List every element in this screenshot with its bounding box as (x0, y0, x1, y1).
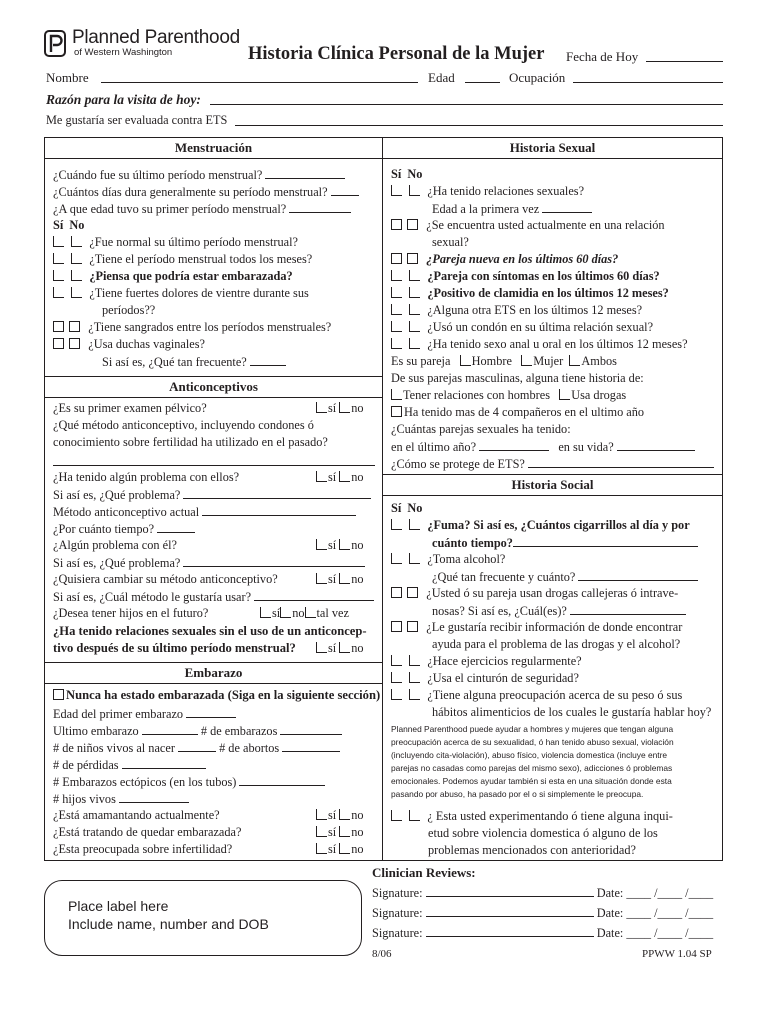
sex-q7: ¿Usó un condón en su última relación sexual? (427, 320, 654, 334)
sex-q6-no-checkbox[interactable] (409, 304, 420, 315)
soc-q2-no-checkbox[interactable] (409, 553, 420, 564)
social-heading: Historia Social (383, 474, 722, 496)
partner-both-label: Ambos (581, 354, 617, 368)
soc-q7-cont: hábitos alimenticios de los cuales le gustaría hablar hoy? (432, 705, 712, 719)
occupation-label: Ocupación (509, 70, 566, 85)
visit-reason-label: Razón para la visita de hoy: (46, 92, 201, 107)
contra-q9-yes-label: sí (328, 572, 337, 586)
contra-q3-no-label: no (351, 470, 364, 484)
soc-q3-yes-checkbox[interactable] (391, 587, 402, 598)
anticonceptivos-heading: Anticonceptivos (45, 376, 382, 398)
menstr-q7-yes-checkbox[interactable] (53, 287, 64, 298)
soc-q1: ¿Fuma? Si así es, ¿Cuántos cigarrillos al día y por (427, 518, 690, 532)
male-men-checkbox[interactable] (391, 389, 402, 400)
soc-q8-no-checkbox[interactable] (409, 810, 420, 821)
sex-q6-yes-checkbox[interactable] (391, 304, 402, 315)
sex-no-header: No (407, 167, 423, 181)
preg-never: Nunca ha estado embarazada (Siga en la siguiente sección) (66, 688, 381, 702)
preg-q6-field[interactable] (122, 757, 206, 769)
male-drugs-label: Usa drogas (571, 388, 627, 402)
preg-q10: ¿Está tratando de quedar embarazada? (53, 825, 242, 839)
contra-q1-no-label: no (351, 401, 364, 415)
contra-q2-field[interactable] (53, 465, 375, 466)
menstr-q7: ¿Tiene fuertes dolores de vientre durante sus (89, 286, 309, 300)
sexual-heading: Historia Sexual (383, 138, 722, 159)
preg-q2: Ultimo embarazo (53, 724, 139, 738)
contra-q10-field[interactable] (254, 589, 374, 601)
signature-label: Signature: (372, 886, 423, 900)
soc-note-line: Planned Parenthood puede ayudar a hombres y mujeres que tengan alguna (391, 724, 674, 734)
preg-q11-yes-checkbox[interactable] (316, 843, 327, 854)
clinician-reviews: Clinician Reviews: (372, 865, 476, 880)
age-field[interactable] (465, 82, 500, 83)
org-name: Planned Parenthood (72, 27, 240, 48)
sex-q5-yes-checkbox[interactable] (391, 287, 402, 298)
preg-q1-field[interactable] (186, 706, 236, 718)
sex-protect: ¿Cómo se protege de ETS? (391, 457, 525, 471)
soc-q2-yes-checkbox[interactable] (391, 553, 402, 564)
preg-q4-field[interactable] (178, 740, 216, 752)
menstr-q7-cont: períodos?? (102, 303, 156, 317)
soc-note-line: (incluyendo cita-violación), abuso físico, violencia domestica (incluye entre (391, 750, 668, 760)
signature-date-field[interactable]: ____ /____ /____ (626, 926, 714, 940)
soc-note-line: pasando por abuso, ha pasado por el o si simplemente le preocupa. (391, 789, 644, 799)
sti-field[interactable] (235, 125, 723, 126)
sex-count-q: ¿Cuántas parejas sexuales ha tenido: (391, 422, 571, 436)
signature-date-field[interactable]: ____ /____ /____ (626, 886, 714, 900)
signature-date-label: Date: (596, 886, 624, 900)
sex-q2: ¿Se encuentra usted actualmente en una relación (426, 218, 665, 232)
menstr-q9-yes-checkbox[interactable] (53, 338, 64, 349)
contra-q11-maybe-checkbox[interactable] (305, 607, 316, 618)
soc-q4-no-checkbox[interactable] (407, 621, 418, 632)
sti-label: Me gustaría ser evaluada contra ETS (46, 113, 228, 127)
contra-q7: ¿Algún problema con él? (53, 538, 177, 552)
signature-field[interactable] (426, 885, 594, 897)
contra-q9-no-checkbox[interactable] (339, 573, 350, 584)
visit-reason-field[interactable] (210, 104, 723, 105)
soc-note-line: preocupación acerca de su sexualidad, ó han tenido abuso sexual, violación (391, 737, 674, 747)
contra-q12-yes-checkbox[interactable] (316, 642, 327, 653)
soc-q8-yes-checkbox[interactable] (391, 810, 402, 821)
name-field[interactable] (101, 82, 418, 83)
menstr-q2: ¿Cuántos días dura generalmente su período menstrual? (53, 185, 328, 199)
preg-q11-no-label: no (351, 842, 364, 856)
preg-q8: # hijos vivos (53, 792, 116, 806)
soc-note-line: emocionales. Podemos ayudar también si esta en una situación donde esta (391, 776, 672, 786)
contra-q8: Si así es, ¿Qué problema? (53, 556, 181, 570)
preg-q5-field[interactable] (282, 740, 340, 752)
contra-q3-yes-checkbox[interactable] (316, 471, 327, 482)
contra-q11-yes-checkbox[interactable] (260, 607, 271, 618)
menstr-q8-yes-checkbox[interactable] (53, 321, 64, 332)
contra-q3-yes-label: sí (328, 470, 337, 484)
preg-q6: # de pérdidas (53, 758, 119, 772)
contra-q7-no-label: no (351, 538, 364, 552)
contra-q4: Si así es, ¿Qué problema? (53, 488, 181, 502)
preg-q10-no-label: no (351, 825, 364, 839)
sex-last-year-field[interactable] (479, 439, 549, 451)
right-panel (382, 137, 723, 861)
menstr-q5-no-checkbox[interactable] (71, 253, 82, 264)
sex-q1b: Edad a la primera vez (432, 202, 540, 216)
sex-q8: ¿Ha tenido sexo anal u oral en los últimos 12 meses? (427, 337, 688, 351)
preg-q9-no-checkbox[interactable] (339, 809, 350, 820)
contra-q11-no-label: no (292, 606, 305, 620)
sex-q4-yes-checkbox[interactable] (391, 270, 402, 281)
soc-q3-field[interactable] (570, 603, 686, 615)
preg-q8-field[interactable] (119, 791, 189, 803)
sex-q3-yes-checkbox[interactable] (391, 253, 402, 264)
preg-q10-no-checkbox[interactable] (339, 826, 350, 837)
contra-q11-maybe-label: tal vez (316, 606, 349, 620)
sex-q2-no-checkbox[interactable] (407, 219, 418, 230)
sex-q1-yes-checkbox[interactable] (391, 185, 402, 196)
signature-label: Signature: (372, 926, 423, 940)
form-version: 8/06 (372, 948, 392, 960)
org-region: of Western Washington (74, 47, 173, 58)
contra-q7-no-checkbox[interactable] (339, 539, 350, 550)
soc-q1-yes-checkbox[interactable] (391, 519, 402, 530)
contra-q9-yes-checkbox[interactable] (316, 573, 327, 584)
sex-q1: ¿Ha tenido relaciones sexuales? (427, 184, 585, 198)
sex-q4-no-checkbox[interactable] (409, 270, 420, 281)
soc-q4: ¿Le gustaría recibir información de donde encontrar (426, 620, 683, 634)
sex-protect-field[interactable] (528, 456, 714, 468)
menstr-q10: Si así es, ¿Qué tan frecuente? (102, 355, 247, 369)
menstr-yes-header: Sí (53, 218, 64, 232)
contra-q12: ¿Ha tenido relaciones sexuales sin el uso de un anticoncep- (53, 624, 367, 638)
soc-q1-field[interactable] (513, 535, 698, 547)
embarazo-heading: Embarazo (45, 662, 382, 684)
partner-woman-label: Mujer (533, 354, 564, 368)
menstr-q9-no-checkbox[interactable] (69, 338, 80, 349)
soc-q8-cont: etud sobre violencia domestica ó alguno de los (428, 826, 658, 840)
sex-male-history: De sus parejas masculinas, alguna tiene historia de: (391, 371, 644, 385)
contra-q12-cont: tivo después de su último período menstrual? (53, 641, 296, 655)
sex-q3: ¿Pareja nueva en los últimos 60 días? (426, 252, 619, 266)
sex-yes-header: Sí (391, 167, 402, 181)
menstr-q8-no-checkbox[interactable] (69, 321, 80, 332)
soc-q6: ¿Usa el cinturón de seguridad? (427, 671, 579, 685)
menstr-q6-yes-checkbox[interactable] (53, 270, 64, 281)
sex-q8-yes-checkbox[interactable] (391, 338, 402, 349)
sex-q7-no-checkbox[interactable] (409, 321, 420, 332)
date-field[interactable] (646, 61, 723, 62)
sex-lifetime-field[interactable] (617, 439, 695, 451)
sex-lifetime: en su vida? (558, 440, 614, 454)
contra-q8-field[interactable] (183, 555, 365, 567)
sex-q3-no-checkbox[interactable] (407, 253, 418, 264)
preg-q4: # de niños vivos al nacer (53, 741, 175, 755)
soc-q8: ¿ Esta usted experimentando ó tiene alguna inqui- (427, 809, 673, 823)
sex-partner-label: Es su pareja (391, 354, 451, 368)
menstr-q4: ¿Fue normal su último período menstrual? (89, 235, 298, 249)
partner-man-label: Hombre (471, 354, 512, 368)
sex-q6: ¿Alguna otra ETS en los últimos 12 meses? (427, 303, 643, 317)
contra-q12-yes-label: sí (328, 641, 337, 655)
menstr-q3-field[interactable] (289, 201, 351, 213)
form-code: PPWW 1.04 SP (642, 948, 712, 960)
contra-q11-yes-label: sí (272, 606, 281, 620)
preg-q9: ¿Está amamantando actualmente? (53, 808, 220, 822)
contra-q1: ¿Es su primer examen pélvico? (53, 401, 207, 415)
soc-q8-cont2: problemas mencionados con anterioridad? (428, 843, 636, 857)
soc-q7: ¿Tiene alguna preocupación acerca de su peso ó sus (427, 688, 683, 702)
soc-q6-no-checkbox[interactable] (409, 672, 420, 683)
contra-q1-yes-checkbox[interactable] (316, 402, 327, 413)
soc-q6-yes-checkbox[interactable] (391, 672, 402, 683)
label-line1: Place label here (68, 898, 169, 914)
contra-q2-cont: conocimiento sobre fertilidad ha utilizado en el pasado? (53, 435, 328, 449)
signature-date-field[interactable]: ____ /____ /____ (626, 906, 714, 920)
menstr-q3: ¿A que edad tuvo su primer período menstrual? (53, 202, 287, 216)
sex-q2-cont: sexual? (432, 235, 469, 249)
sex-q8-no-checkbox[interactable] (409, 338, 420, 349)
contra-q10: Si así es, ¿Cuál método le gustaría usar? (53, 590, 252, 604)
sex-q2-yes-checkbox[interactable] (391, 219, 402, 230)
soc-q2: ¿Toma alcohol? (427, 552, 506, 566)
menstr-q7-no-checkbox[interactable] (71, 287, 82, 298)
soc-q7-no-checkbox[interactable] (409, 689, 420, 700)
menstr-q4-yes-checkbox[interactable] (53, 236, 64, 247)
menstr-q6-no-checkbox[interactable] (71, 270, 82, 281)
partner-woman-checkbox[interactable] (521, 355, 532, 366)
contra-q5-field[interactable] (202, 504, 356, 516)
signature-date-label: Date: (596, 926, 624, 940)
soc-note-line: parejas no casadas como parejas del mismo sexo), adicciones ó problemas (391, 763, 673, 773)
preg-q10-yes-label: sí (328, 825, 337, 839)
menstr-q6: ¿Piensa que podría estar embarazada? (89, 269, 293, 283)
preg-q11-no-checkbox[interactable] (339, 843, 350, 854)
contra-q9-no-label: no (351, 572, 364, 586)
label-line2: Include name, number and DOB (68, 916, 269, 932)
menstr-q2-field[interactable] (331, 184, 359, 196)
signature-label: Signature: (372, 906, 423, 920)
partner-both-checkbox[interactable] (569, 355, 580, 366)
soc-q1-cont: cuánto tiempo? (432, 536, 513, 550)
contra-q11: ¿Desea tener hijos en el futuro? (53, 606, 209, 620)
soc-yes-header: Sí (391, 501, 402, 515)
menstr-q4-no-checkbox[interactable] (71, 236, 82, 247)
male-men-label: Tener relaciones con hombres (403, 388, 550, 402)
soc-q7-yes-checkbox[interactable] (391, 689, 402, 700)
signature-field[interactable] (426, 925, 594, 937)
menstr-q8: ¿Tiene sangrados entre los períodos menstruales? (88, 320, 332, 334)
contra-q1-no-checkbox[interactable] (339, 402, 350, 413)
contra-q4-field[interactable] (183, 487, 371, 499)
preg-q9-no-label: no (351, 808, 364, 822)
preg-q10-yes-checkbox[interactable] (316, 826, 327, 837)
sex-last-year: en el último año? (391, 440, 477, 454)
age-label: Edad (428, 70, 455, 85)
menstr-q10-field[interactable] (250, 354, 286, 366)
soc-q4-cont: ayuda para el problema de las drogas y el alcohol? (432, 637, 681, 651)
soc-q3-no-checkbox[interactable] (407, 587, 418, 598)
soc-q5-yes-checkbox[interactable] (391, 655, 402, 666)
sex-q5-no-checkbox[interactable] (409, 287, 420, 298)
soc-q3-cont: nosas? Si así es, ¿Cuál(es)? (432, 604, 567, 618)
soc-help-note (391, 723, 674, 801)
signature-field[interactable] (426, 905, 594, 917)
preg-q1: Edad del primer embarazo (53, 707, 184, 721)
preg-q9-yes-checkbox[interactable] (316, 809, 327, 820)
male-drugs-checkbox[interactable] (559, 389, 570, 400)
preg-q9-yes-label: sí (328, 808, 337, 822)
contra-q3-no-checkbox[interactable] (339, 471, 350, 482)
preg-q11: ¿Esta preocupada sobre infertilidad? (53, 842, 233, 856)
sex-q5: ¿Positivo de clamidia en los últimos 12 meses? (427, 286, 669, 300)
left-panel (44, 137, 383, 861)
menstr-q9: ¿Usa duchas vaginales? (88, 337, 206, 351)
menstr-no-header: No (69, 218, 85, 232)
occupation-field[interactable] (573, 82, 723, 83)
contra-q9: ¿Quisiera cambiar su método anticonceptivo? (53, 572, 278, 586)
menstr-q1: ¿Cuándo fue su último período menstrual? (53, 168, 263, 182)
sex-q1b-field[interactable] (542, 201, 592, 213)
soc-q5-no-checkbox[interactable] (409, 655, 420, 666)
contra-q12-no-label: no (351, 641, 364, 655)
partner-man-checkbox[interactable] (460, 355, 471, 366)
preg-q7: # Embarazos ectópicos (en los tubos) (53, 775, 237, 789)
soc-q3: ¿Usted ó su pareja usan drogas callejeras ó intrave- (426, 586, 679, 600)
male-4partners-checkbox[interactable] (391, 406, 402, 417)
menstr-q5-yes-checkbox[interactable] (53, 253, 64, 264)
contra-q5: Método anticonceptivo actual (53, 505, 200, 519)
soc-q2b: ¿Qué tan frecuente y cuánto? (432, 570, 576, 584)
contra-q12-no-checkbox[interactable] (339, 642, 350, 653)
preg-q5: # de abortos (219, 741, 280, 755)
menstruacion-heading: Menstruación (45, 138, 382, 159)
name-label: Nombre (46, 70, 89, 85)
preg-q3-field[interactable] (280, 723, 342, 735)
preg-q2-field[interactable] (142, 723, 198, 735)
preg-q3: # de embarazos (200, 724, 278, 738)
preg-never-checkbox[interactable] (53, 689, 64, 700)
date-label: Fecha de Hoy (566, 49, 639, 64)
contra-q3: ¿Ha tenido algún problema con ellos? (53, 470, 240, 484)
planned-parenthood-logo-icon (44, 30, 66, 57)
soc-q1-no-checkbox[interactable] (409, 519, 420, 530)
signature-date-label: Date: (596, 906, 624, 920)
menstr-q5: ¿Tiene el período menstrual todos los meses? (89, 252, 313, 266)
form-title: Historia Clínica Personal de la Mujer (248, 44, 545, 64)
contra-q2: ¿Qué método anticonceptivo, incluyendo condones ó (53, 418, 314, 432)
contra-q6-field[interactable] (157, 521, 195, 533)
soc-no-header: No (407, 501, 423, 515)
contra-q7-yes-checkbox[interactable] (316, 539, 327, 550)
contra-q6: ¿Por cuánto tiempo? (53, 522, 155, 536)
sex-q1-no-checkbox[interactable] (409, 185, 420, 196)
soc-q5: ¿Hace ejercicios regularmente? (427, 654, 582, 668)
soc-q2b-field[interactable] (578, 569, 698, 581)
contra-q1-yes-label: sí (328, 401, 337, 415)
menstr-q1-field[interactable] (265, 167, 345, 179)
sex-q4: ¿Pareja con síntomas en los últimos 60 días? (427, 269, 660, 283)
preg-q7-field[interactable] (239, 774, 325, 786)
sex-q7-yes-checkbox[interactable] (391, 321, 402, 332)
contra-q7-yes-label: sí (328, 538, 337, 552)
soc-q4-yes-checkbox[interactable] (391, 621, 402, 632)
male-4partners-label: Ha tenido mas de 4 compañeros en el ultimo año (404, 405, 645, 419)
contra-q11-no-checkbox[interactable] (280, 607, 291, 618)
preg-q11-yes-label: sí (328, 842, 337, 856)
